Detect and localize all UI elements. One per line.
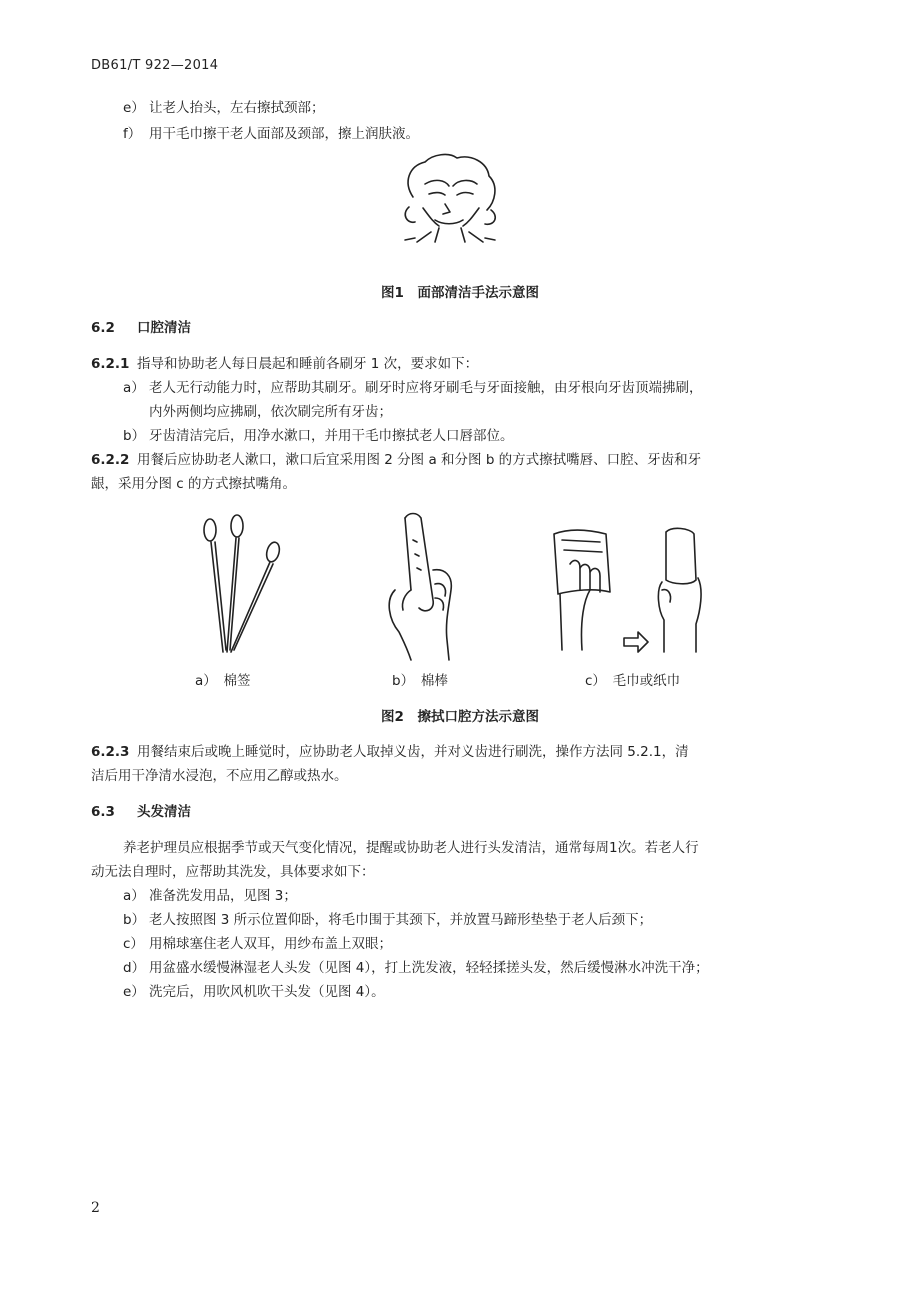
figure2-sublabel-a: a） 棉签 bbox=[195, 673, 251, 689]
item-label: a） bbox=[123, 888, 145, 904]
item-text: 老人无行动能力时，应帮助其刷牙。刷牙时应将牙刷毛与牙面接触，由牙根向牙齿顶端拂刷， bbox=[149, 380, 703, 396]
clause-number: 6.2.1 bbox=[91, 356, 130, 372]
item-text: 用干毛巾擦干老人面部及颈部，擦上润肤液。 bbox=[149, 126, 419, 142]
item-label: d） bbox=[123, 960, 146, 976]
item-text: 用盆盛水缓慢淋湿老人头发（见图 4），打上洗发液，轻轻揉搓头发，然后缓慢淋水冲洗干净； bbox=[149, 960, 709, 976]
clause bbox=[91, 354, 478, 374]
paragraph-continuation: 动无法自理时，应帮助其洗发，具体要求如下： bbox=[91, 864, 375, 880]
item-text: 牙齿清洁完后，用净水漱口，并用干毛巾擦拭老人口唇部位。 bbox=[149, 428, 514, 444]
list-item-continuation: 内外两侧均应拂刷，依次刷完所有牙齿； bbox=[149, 404, 392, 420]
item-label: c） bbox=[123, 936, 144, 952]
section-heading bbox=[91, 802, 191, 822]
list-item bbox=[123, 934, 392, 954]
list-item bbox=[123, 98, 325, 118]
gauze-stick-hand-illustration bbox=[375, 510, 475, 660]
item-label: b） bbox=[123, 912, 146, 928]
item-text: 老人按照图 3 所示位置仰卧，将毛巾围于其颈下，并放置马蹄形垫垫于老人后颈下； bbox=[149, 912, 653, 928]
list-item bbox=[123, 426, 514, 446]
figure2-sublabel-c: c） 毛巾或纸巾 bbox=[585, 673, 681, 689]
list-item bbox=[123, 886, 297, 906]
list-item bbox=[123, 378, 703, 398]
item-text: 准备洗发用品，见图 3； bbox=[149, 888, 297, 904]
figure2-caption: 图2 擦拭口腔方法示意图 bbox=[381, 709, 539, 725]
item-label: e） bbox=[123, 984, 145, 1000]
figure1-caption: 图1 面部清洁手法示意图 bbox=[381, 285, 539, 301]
paragraph: 养老护理员应根据季节或天气变化情况，提醒或协助老人进行头发清洁，通常每周1次。若老人行 bbox=[123, 840, 699, 856]
section-number: 6.3 bbox=[91, 804, 115, 820]
item-label: a） bbox=[123, 380, 145, 396]
list-item bbox=[123, 910, 652, 930]
list-item bbox=[123, 124, 419, 144]
clause bbox=[91, 450, 701, 470]
clause-continuation: 龈，采用分图 c 的方式擦拭嘴角。 bbox=[91, 476, 297, 492]
item-label: f） bbox=[123, 126, 142, 142]
section-heading bbox=[91, 318, 191, 338]
section-title: 头发清洁 bbox=[137, 804, 191, 820]
clause-text: 指导和协助老人每日晨起和睡前各刷牙 1 次，要求如下： bbox=[137, 356, 479, 372]
clause bbox=[91, 742, 689, 762]
item-label: b） bbox=[123, 428, 146, 444]
clause-text: 用餐后应协助老人漱口，漱口后宜采用图 2 分图 a 和分图 b 的方式擦拭嘴唇、口腔、牙齿和牙 bbox=[137, 452, 702, 468]
document-code: DB61/T 922—2014 bbox=[91, 58, 219, 73]
clause-text: 用餐结束后或晚上睡觉时，应协助老人取掉义齿，并对义齿进行刷洗，操作方法同 5.2.1，清 bbox=[137, 744, 689, 760]
item-text: 洗完后，用吹风机吹干头发（见图 4）。 bbox=[149, 984, 385, 1000]
item-label: e） bbox=[123, 100, 145, 116]
clause-continuation: 洁后用干净清水浸泡，不应用乙醇或热水。 bbox=[91, 768, 348, 784]
towel-hands-illustration bbox=[550, 520, 710, 670]
clause-number: 6.2.3 bbox=[91, 744, 130, 760]
face-cleaning-illustration bbox=[395, 152, 505, 252]
section-number: 6.2 bbox=[91, 320, 115, 336]
clause-number: 6.2.2 bbox=[91, 452, 130, 468]
page-number: 2 bbox=[91, 1200, 100, 1216]
item-text: 用棉球塞住老人双耳，用纱布盖上双眼； bbox=[149, 936, 392, 952]
list-item bbox=[123, 958, 709, 978]
cotton-swab-illustration bbox=[195, 512, 285, 662]
item-text: 让老人抬头，左右擦拭颈部； bbox=[149, 100, 325, 116]
figure2-sublabel-b: b） 棉棒 bbox=[392, 673, 448, 689]
list-item bbox=[123, 982, 385, 1002]
section-title: 口腔清洁 bbox=[137, 320, 191, 336]
